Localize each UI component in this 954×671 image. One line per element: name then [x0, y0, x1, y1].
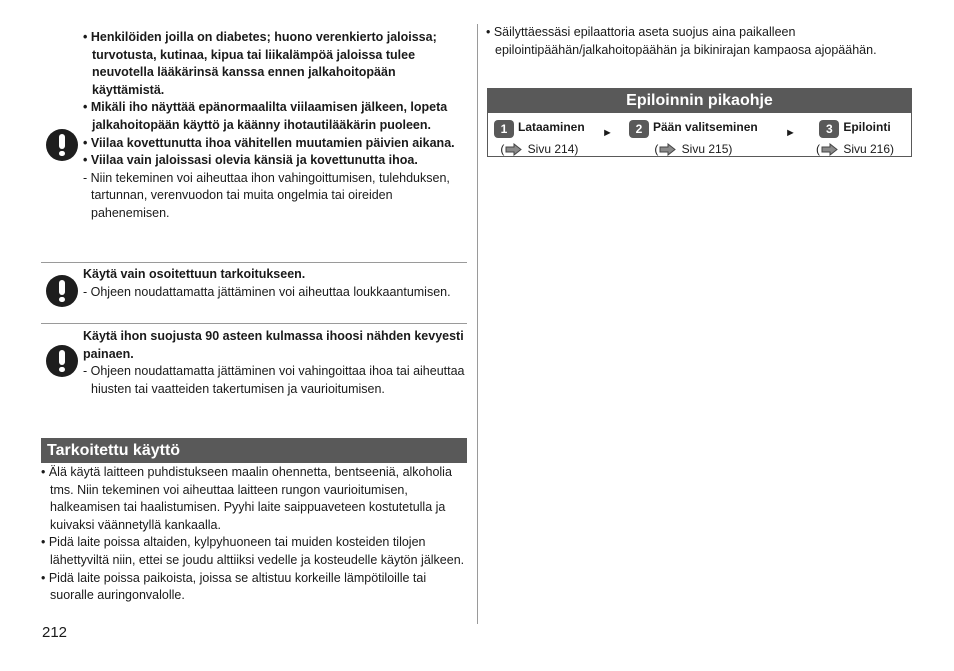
step-number: 3 [819, 120, 839, 138]
step-label: Lataaminen [518, 120, 585, 134]
ref-text: Sivu 216) [840, 142, 895, 156]
warning-item: • Viilaa vain jaloissasi olevia känsiä ja kovettunutta ihoa. [83, 153, 418, 168]
ref-paren: ( [500, 142, 505, 156]
quick-guide-box [487, 88, 912, 157]
list-item: • Pidä laite poissa paikoista, joissa se altistuu korkeille lämpötiloille tai suoralle auringonvalolle. [41, 570, 427, 603]
warning-block-3 [41, 328, 467, 400]
warning-title: Käytä vain osoitettuun tarkoitukseen. [83, 267, 306, 281]
step-number: 1 [494, 120, 514, 138]
page-reference[interactable] [494, 141, 585, 160]
ref-text: Sivu 215) [678, 142, 733, 156]
exclamation-circle-icon [46, 345, 78, 377]
page-reference[interactable] [629, 141, 758, 160]
exclamation-circle-icon [46, 275, 78, 307]
warning-block-1-text [83, 29, 467, 223]
quick-guide-step-1 [494, 119, 585, 160]
section-heading-intended-use: Tarkoitettu käyttö [41, 438, 467, 463]
quick-guide-title: Epiloinnin pikaohje [488, 89, 911, 113]
page-reference[interactable] [816, 141, 894, 160]
warning-block-3-text [83, 328, 467, 398]
intended-use-list [41, 464, 467, 605]
step-label: Epilointi [843, 120, 891, 134]
step-number: 2 [629, 120, 649, 138]
ref-paren: ( [654, 142, 659, 156]
warning-title: Käytä ihon suojusta 90 asteen kulmassa ihoosi nähden kevyesti painaen. [83, 329, 464, 361]
ref-paren: ( [816, 142, 820, 156]
warning-item: • Mikäli iho näyttää epänormaalilta viilaamisen jälkeen, lopeta jalkahoitopään käyttö ja käänny ihotautilääkärin puoleen. [83, 100, 448, 132]
list-item: • Pidä laite poissa altaiden, kylpyhuoneen tai muiden kosteiden tilojen lähettyviltä niin, ettei se joudu alttiiksi vedelle ja kosteudelle käytön jälkeen. [41, 535, 465, 567]
exclamation-circle-icon [46, 129, 78, 161]
warning-item: • Henkilöiden joilla on diabetes; huono verenkierto jaloissa; turvotusta, kutinaa, kipua tai liikalämpöä jaloissa tulee neuvotella lääkärinsä kanssa ennen jalkahoitopään käyttämistä. [83, 30, 437, 97]
ref-text: Sivu 214) [524, 142, 579, 156]
arrow-right-icon [659, 143, 677, 160]
warning-consequence: - Ohjeen noudattamatta jättäminen voi aiheuttaa loukkaantumisen. [83, 284, 451, 299]
arrow-right-icon [505, 143, 523, 160]
quick-guide-step-3 [816, 119, 894, 160]
quick-guide-step-2 [629, 119, 758, 160]
warning-block-2-text [83, 266, 467, 301]
warning-consequence: - Ohjeen noudattamatta jättäminen voi vahingoittaa ihoa tai aiheuttaa hiusten tai vaatteiden takertumisen ja vaurioitumisen. [83, 364, 465, 396]
divider [41, 323, 467, 324]
column-divider [477, 24, 478, 624]
list-item: • Älä käytä laitteen puhdistukseen maalin ohennetta, bentseeniä, alkoholia tms. Niin tekeminen voi aiheuttaa laitteen rungon vaurioitumisen, halkeamisen tai haalistumisen. Pyyhi laite saippuaveteen kostutetulla ja kuivaksi väännetyllä kankaalla. [41, 465, 452, 532]
page-number: 212 [42, 624, 68, 641]
storage-note: • Säilyttäessäsi epilaattoria aseta suojus aina paikalleen epilointipäähän/jalkahoitopäähän ja bikinirajan kampaosa ajopäähän. [486, 25, 877, 57]
warning-block-2 [41, 266, 467, 322]
warning-block-1 [41, 29, 467, 261]
triangle-right-icon: ► [602, 127, 613, 139]
divider [41, 262, 467, 263]
step-label: Pään valitseminen [653, 120, 758, 134]
triangle-right-icon: ► [785, 127, 796, 139]
warning-consequence: - Niin tekeminen voi aiheuttaa ihon vahingoittumisen, tulehduksen, tartunnan, verenvuodon tai muita ongelmia tai oireiden pahenemisen. [83, 170, 450, 220]
arrow-right-icon [821, 143, 839, 160]
warning-item: • Viilaa kovettunutta ihoa vähitellen muutamien päivien aikana. [83, 135, 455, 150]
